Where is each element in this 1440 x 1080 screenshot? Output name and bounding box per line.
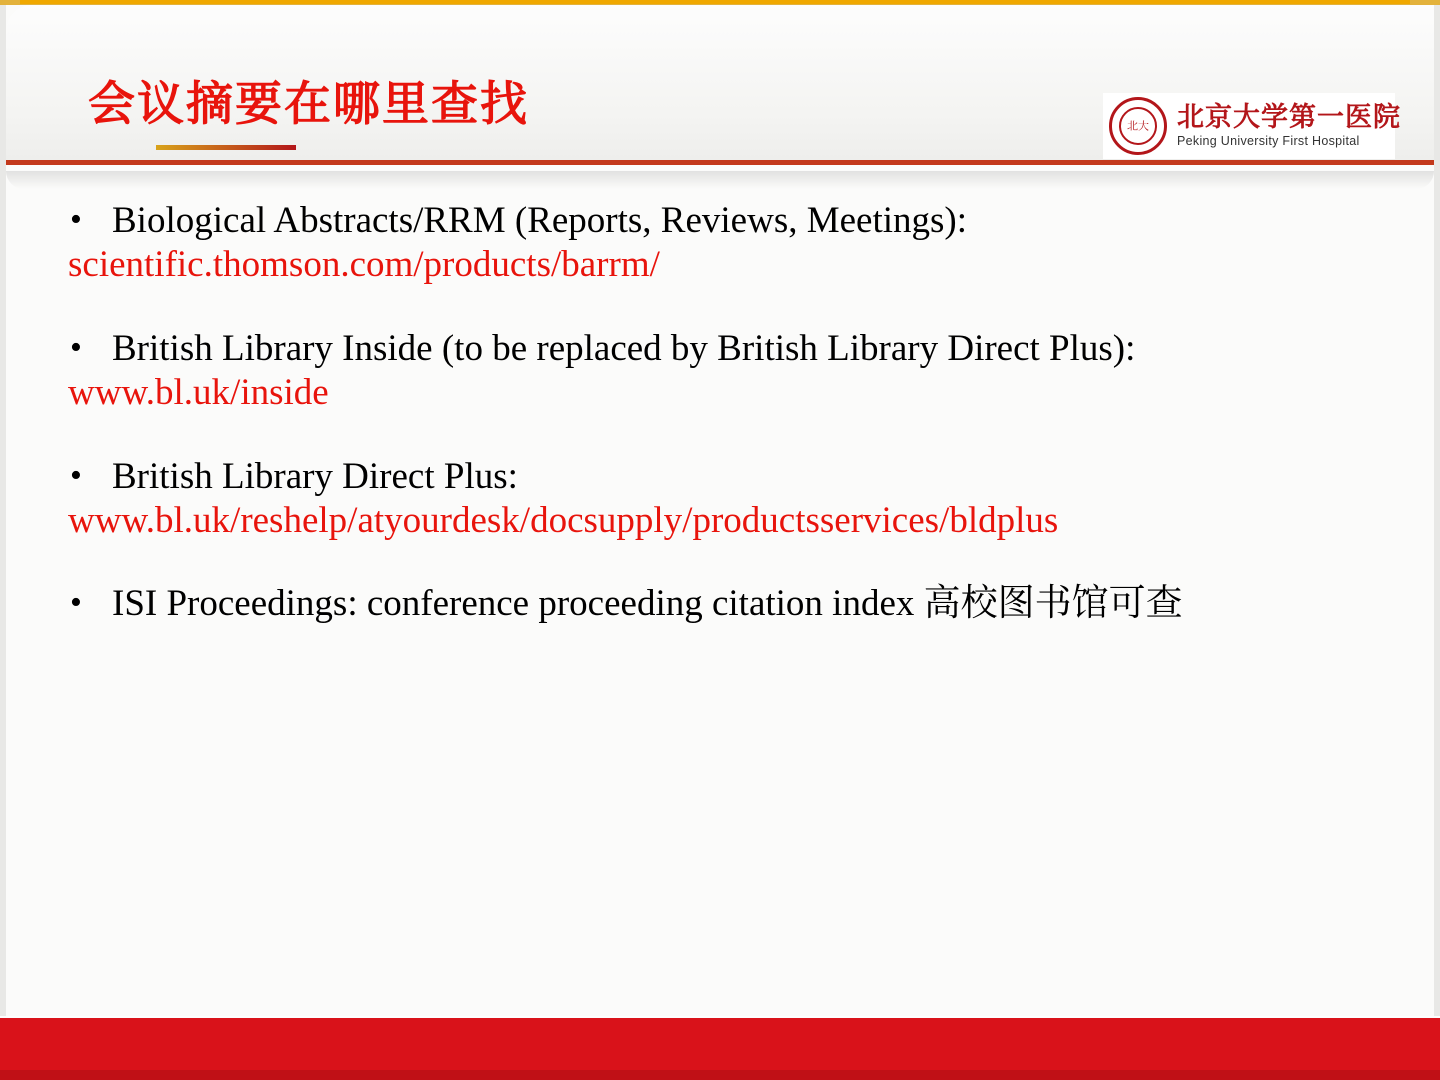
bullet-text: Biological Abstracts/RRM (Reports, Reviews, Meetings):: [112, 200, 968, 241]
slide-header: [6, 5, 1434, 165]
link-url[interactable]: scientific.thomson.com/products/barrm/: [68, 244, 660, 286]
bullet-marker-icon: •: [70, 456, 82, 494]
list-item: [60, 200, 1400, 241]
logo-chinese-name: 北京大学第一医院: [1177, 102, 1401, 134]
bottom-band-shadow: [0, 1070, 1440, 1080]
spacer: [60, 569, 1400, 583]
page-title: 会议摘要在哪里查找: [88, 77, 529, 132]
bullet-marker-icon: •: [70, 584, 82, 622]
list-item: [60, 583, 1400, 624]
bullet-block-2: [60, 328, 1400, 416]
link-url[interactable]: www.bl.uk/reshelp/atyourdesk/docsupply/productsservices/bldplus: [68, 500, 1059, 542]
bullet-marker-icon: •: [70, 201, 82, 238]
slide-body: [0, 200, 1440, 651]
top-accent-rule: [20, 0, 1410, 4]
spacer: [60, 314, 1400, 328]
bullet-text: British Library Inside (to be replaced by British Library Direct Plus):: [112, 327, 1136, 369]
link-url[interactable]: www.bl.uk/inside: [68, 372, 329, 414]
hospital-logo: [1103, 93, 1401, 159]
logo-underline-bar: [156, 145, 296, 150]
bullet-marker-icon: •: [70, 328, 82, 366]
bullet-text: ISI Proceedings: conference proceeding citation index 高校图书馆可查: [112, 583, 1183, 625]
seal-label: 北大: [1127, 119, 1149, 133]
bullet-block-3: [60, 456, 1400, 544]
spacer: [60, 442, 1400, 456]
list-item: [60, 456, 1400, 497]
university-seal-icon: [1109, 97, 1167, 155]
logo-english-name: Peking University First Hospital: [1177, 134, 1360, 149]
logo-text-group: [1177, 103, 1401, 149]
bullet-text: British Library Direct Plus:: [112, 455, 518, 497]
header-shadow: [6, 171, 1434, 189]
bullet-block-4: [60, 583, 1400, 624]
bullet-block-1: [60, 200, 1400, 288]
list-item: [60, 328, 1400, 369]
